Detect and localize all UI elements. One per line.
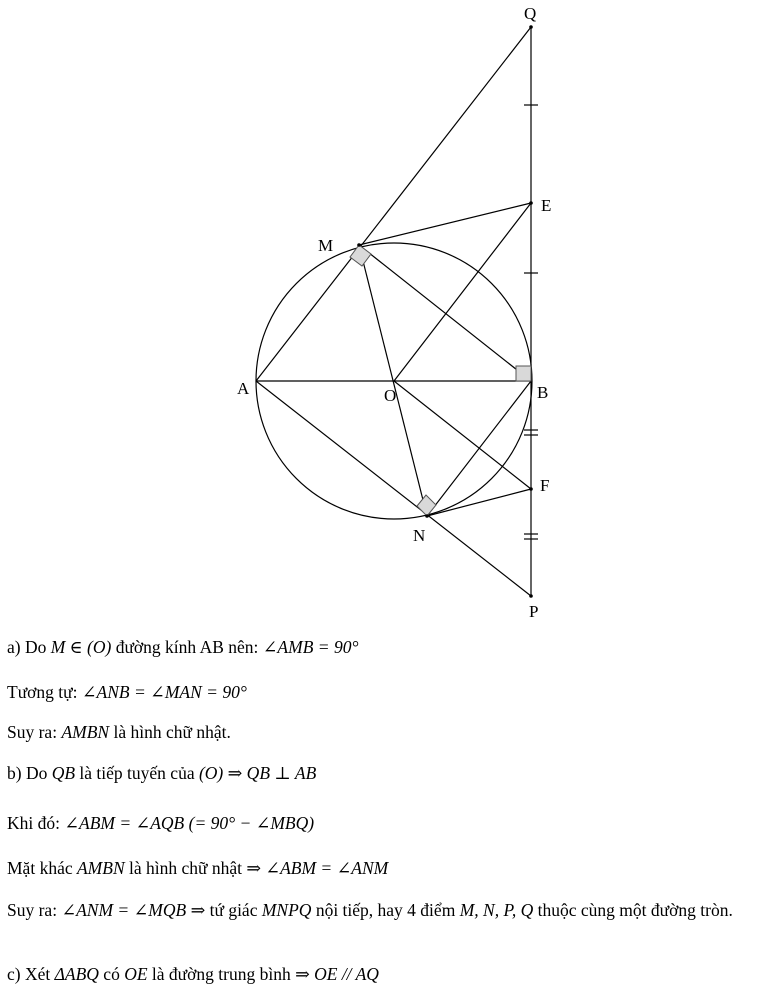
math: ⇒ ∠ABM = ∠ANM <box>246 858 389 878</box>
label-m: M <box>318 236 334 255</box>
text: đường kính AB nên: <box>111 637 263 657</box>
solution-line-similar <box>7 681 247 703</box>
right-angle-b <box>516 366 531 381</box>
text: thuộc cùng một đường tròn. <box>533 900 733 920</box>
line-oe <box>394 203 531 381</box>
text: c) Xét <box>7 964 55 984</box>
text: Khi đó: <box>7 813 65 833</box>
math: (= 90° − ∠MBQ) <box>184 813 315 833</box>
label-e: E <box>541 196 552 215</box>
line-mb <box>359 245 531 381</box>
label-p: P <box>529 602 539 621</box>
text: ⇒ tứ giác <box>186 900 262 920</box>
right-angle-m <box>350 245 371 266</box>
solution-line-conclusion <box>7 898 752 922</box>
math: ∠ANM = ∠MQB <box>61 900 187 920</box>
label-o: O <box>384 386 397 405</box>
math: AMBN <box>61 722 110 742</box>
math: QB <box>51 763 76 783</box>
math: M, N, P, Q <box>459 900 534 920</box>
line-aq <box>256 27 531 381</box>
math: AMBN <box>76 858 125 878</box>
line-nf <box>427 489 531 516</box>
solution-line-b <box>7 762 316 784</box>
text: là đường trung bình <box>147 964 296 984</box>
math: M ∈ (O) <box>50 637 112 657</box>
math: (O) ⇒ QB ⊥ AB <box>198 763 317 783</box>
text: a) Do <box>7 637 51 657</box>
label-b: B <box>537 383 549 402</box>
solution-line-rectangle <box>7 721 231 743</box>
line-ap <box>256 381 531 596</box>
label-a: A <box>237 379 250 398</box>
text: Suy ra: <box>7 900 62 920</box>
math: ∠AMB = 90° <box>262 637 359 657</box>
text: là hình chữ nhật. <box>109 722 231 742</box>
math: ΔABQ <box>54 964 99 984</box>
text: có <box>98 964 125 984</box>
math: ⇒ OE // AQ <box>295 964 379 984</box>
text: là tiếp tuyến của <box>75 763 199 783</box>
math: ∠ANB = ∠MAN = 90° <box>81 682 247 702</box>
solution-line-a <box>7 636 358 658</box>
text: Mặt khác <box>7 858 77 878</box>
label-n: N <box>413 526 426 545</box>
label-q: Q <box>524 4 537 23</box>
text: nội tiếp, hay 4 điểm <box>311 900 460 920</box>
line-me <box>359 203 531 245</box>
text: Tương tự: <box>7 682 82 702</box>
math: OE <box>124 964 148 984</box>
math: ∠ABM = ∠AQB <box>64 813 185 833</box>
solution-line-moreover <box>7 857 388 879</box>
math: MNPQ <box>261 900 312 920</box>
line-of <box>394 381 531 489</box>
solution-line-c <box>7 963 379 985</box>
label-f: F <box>540 476 550 495</box>
text: Suy ra: <box>7 722 62 742</box>
text: là hình chữ nhật <box>124 858 247 878</box>
solution-line-then <box>7 812 314 834</box>
text: b) Do <box>7 763 52 783</box>
